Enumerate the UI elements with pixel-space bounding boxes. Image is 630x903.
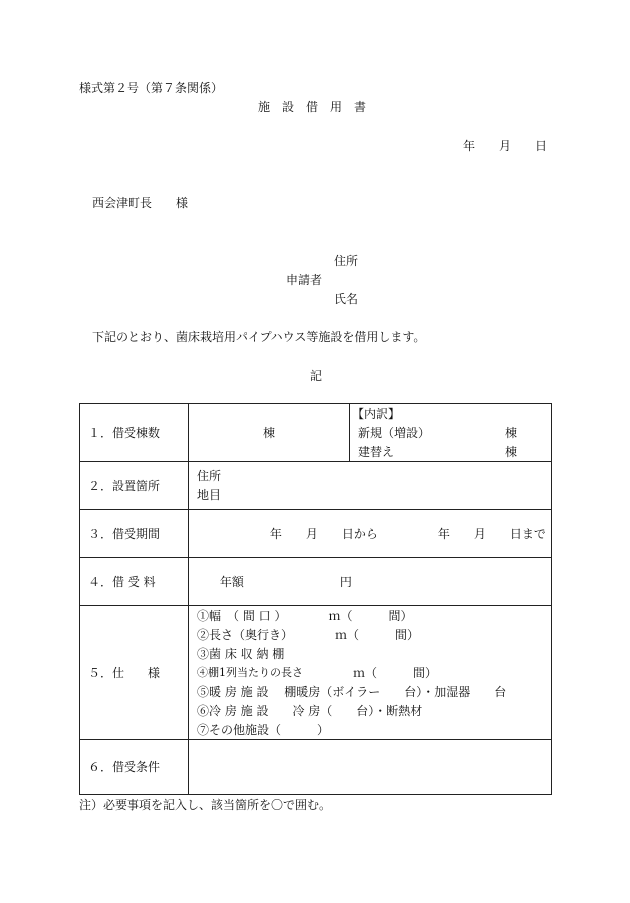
row-label-fee: ４．借 受 料	[80, 558, 189, 606]
row-label-units: １．借受棟数	[80, 404, 189, 462]
fee-cell[interactable]	[189, 558, 552, 606]
breakdown-new-label: 新規（増設）	[358, 425, 431, 440]
spec-shelf: ③菌 床 収 納 棚	[197, 646, 285, 661]
applicant-name-label: 氏名	[334, 292, 359, 306]
date-field: 年 月 日	[463, 139, 548, 153]
breakdown-replace-unit: 棟	[505, 444, 518, 459]
row-label-period: ３．借受期間	[80, 510, 189, 558]
table-row	[80, 462, 552, 510]
units-cell[interactable]	[189, 404, 350, 462]
location-land-label: 地目	[197, 488, 222, 502]
period-text: 年 月 日から 年 月 日まで	[269, 526, 546, 541]
units-unit: 棟	[262, 425, 275, 440]
location-cell[interactable]	[189, 462, 552, 510]
breakdown-new-unit: 棟	[505, 425, 518, 440]
spec-length: ②長さ（奥行き） ｍ（ 間）	[197, 627, 420, 642]
table-row	[80, 606, 552, 740]
applicant-address-label: 住所	[334, 254, 359, 268]
row-label-conditions: ６．借受条件	[80, 740, 189, 795]
table-row	[80, 558, 552, 606]
spec-shelf-length-label: ④棚1列当たりの長さ	[197, 665, 303, 679]
applicant-role-label: 申請者	[286, 273, 323, 287]
breakdown-cell[interactable]	[350, 404, 552, 462]
table-row	[80, 740, 552, 795]
spec-width: ①幅 （ 間 口 ） ｍ（ 間）	[197, 608, 413, 623]
table-row	[80, 404, 552, 462]
spec-other: ⑦その他施設（ ）	[197, 722, 330, 737]
row-label-spec: ５．仕 様	[80, 606, 189, 740]
table-row	[80, 510, 552, 558]
fee-text: 年額 円	[219, 574, 352, 589]
breakdown-title: 【内訳】	[352, 406, 401, 421]
form-number: 様式第２号（第７条関係）	[79, 81, 224, 95]
spec-shelf-length-unit: ｍ（ 間）	[353, 665, 438, 680]
row-label-location: ２．設置箇所	[80, 462, 189, 510]
period-cell[interactable]	[189, 510, 552, 558]
spec-heating: ⑤暖 房 施 設 棚暖房（ボイラー 台）・加湿器 台	[197, 684, 507, 699]
location-address-label: 住所	[197, 469, 222, 483]
conditions-cell[interactable]	[189, 740, 552, 795]
intro-text: 下記のとおり、菌床栽培用パイプハウス等施設を借用します。	[92, 330, 426, 344]
application-table	[79, 403, 552, 795]
spec-cell[interactable]	[189, 606, 552, 740]
document-title: 施 設 借 用 書	[258, 100, 367, 114]
ki-heading: 記	[310, 369, 323, 383]
footnote: 注）必要事項を記入し、該当箇所を〇で囲む。	[79, 798, 332, 812]
breakdown-replace-label: 建替え	[358, 444, 395, 459]
addressee: 西会津町長 様	[92, 196, 189, 210]
spec-cooling: ⑥冷 房 施 設 冷 房（ 台）・断熱材	[197, 703, 423, 718]
